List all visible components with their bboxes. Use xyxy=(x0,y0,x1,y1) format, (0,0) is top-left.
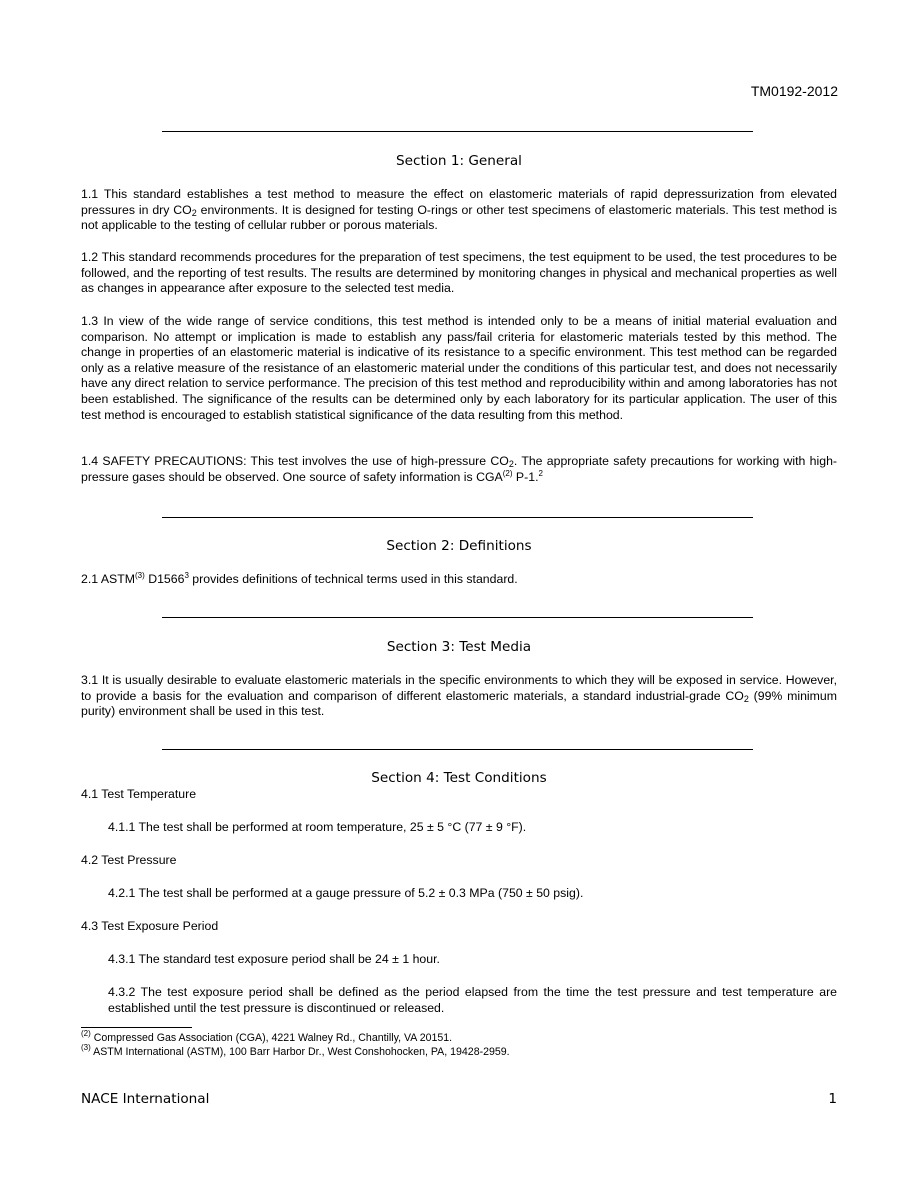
section-2-title: Section 2: Definitions xyxy=(386,538,532,554)
footnote-divider xyxy=(81,1027,192,1028)
section-divider xyxy=(162,617,753,618)
page-number: 1 xyxy=(828,1091,837,1107)
section-divider xyxy=(162,131,753,132)
section-divider xyxy=(162,749,753,750)
paragraph-1-3: 1.3 In view of the wide range of service conditions, this test method is intended only to be a means of initial material evaluation and comparison. No attempt or implication is made to establish any pass/fail criteria for elastomeric materials tested by this method. The change in properties of an elastomeric material is indicative of its resistance to a specific environment. This test method can be regarded only as a relative measure of the resistance of an elastomeric material under the conditions of this particular test, and does not necessarily have any direct relation to service performance. The precision of this test method and reproducibility within and among laboratories has not been established. The significance of the results can be determined only by each laboratory for its particular application. The user of this test method is encouraged to establish statistical significance of the data resulting from this method. xyxy=(81,314,837,422)
heading-4-2: 4.2 Test Pressure xyxy=(81,853,177,867)
footer-organization: NACE International xyxy=(81,1091,210,1107)
heading-4-3: 4.3 Test Exposure Period xyxy=(81,919,219,933)
footnote-2: $^{(2)}$ Compressed Gas Association (CGA), 4221 Walney Rd., Chantilly, VA 20151. xyxy=(81,1029,453,1044)
paragraph-4-2-1: 4.2.1 The test shall be performed at a gauge pressure of 5.2 ± 0.3 MPa (750 ± 50 psig). xyxy=(108,886,584,900)
section-divider xyxy=(162,517,753,518)
section-4-title: Section 4: Test Conditions xyxy=(371,770,547,786)
document-id: TM0192-2012 xyxy=(750,83,838,99)
paragraph-1-4: 1.4 SAFETY PRECAUTIONS: This test involves the use of high-pressure $CO_2$. The appropriate safety precautions for working with high-pressure gases should be observed. One source of safety information is CGA$^{(2)}$ P-1.$^2$ xyxy=(81,454,838,484)
section-3-title: Section 3: Test Media xyxy=(386,639,532,655)
paragraph-3-1: 3.1 It is usually desirable to evaluate elastomeric materials in the specific environments to which they will be exposed in service. However, to provide a basis for the evaluation and comparison of different elastomeric materials, a standard industrial-grade $CO_2$ (99% minimum purity) environment shall be used in this test. xyxy=(81,673,837,719)
paragraph-4-1-1: 4.1.1 The test shall be performed at room temperature, 25 ± 5 °C (77 ± 9 °F). xyxy=(108,820,527,834)
paragraph-1-2: 1.2 This standard recommends procedures for the preparation of test specimens, the test equipment to be used, the test procedures to be followed, and the reporting of test results. The results are determined by monitoring changes in physical and mechanical properties as well as changes in appearance after exposure to the selected test media. xyxy=(81,250,837,296)
paragraph-4-3-2: 4.3.2 The test exposure period shall be defined as the period elapsed from the time the test pressure and test temperature are established until the test pressure is discontinued or released. xyxy=(108,985,837,1015)
paragraph-1-1: 1.1 This standard establishes a test method to measure the effect on elastomeric materials of rapid depressurization from elevated pressures in dry $CO_2$ environments. It is designed for testing O-rings or other test specimens of elastomeric materials. This test method is not applicable to the testing of cellular rubber or porous materials. xyxy=(81,187,838,233)
paragraph-2-1: 2.1 ASTM$^{(3)}$ D1566$^3$ provides definitions of technical terms used in this standard. xyxy=(81,571,518,586)
paragraph-4-3-1: 4.3.1 The standard test exposure period shall be 24 ± 1 hour. xyxy=(108,952,440,966)
section-1-title: Section 1: General xyxy=(396,153,522,169)
heading-4-1: 4.1 Test Temperature xyxy=(81,787,197,801)
footnote-3: $^{(3)}$ ASTM International (ASTM), 100 Barr Harbor Dr., West Conshohocken, PA, 19428-2959. xyxy=(81,1043,510,1058)
